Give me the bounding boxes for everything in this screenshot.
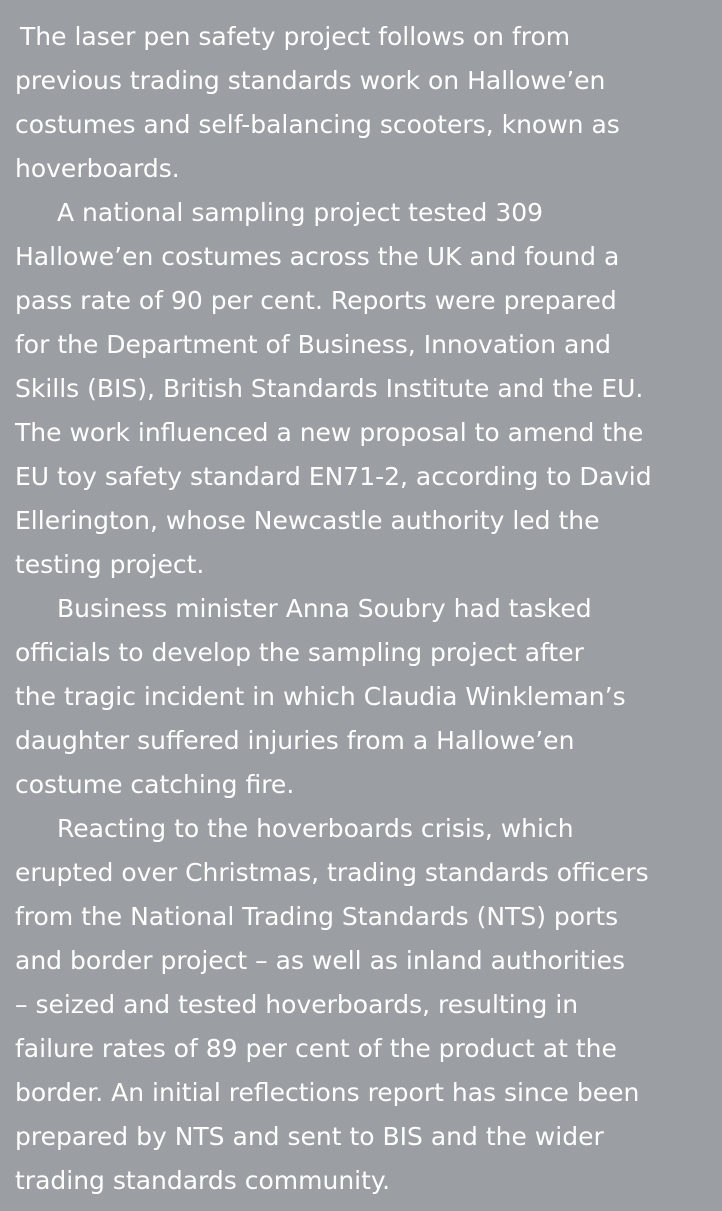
text-line: previous trading standards work on Hallowe’en [15,66,606,95]
text-line: The laser pen safety project follows on from [20,22,571,51]
text-line: Hallowe’en costumes across the UK and found a [15,242,620,271]
text-line: border. An initial reflections report has since been [15,1078,640,1107]
text-line: failure rates of 89 per cent of the product at the [15,1034,617,1063]
text-line: The work influenced a new proposal to amend the [15,418,644,447]
text-line: Skills (BIS), British Standards Institute and the EU. [15,374,644,403]
text-line: prepared by NTS and sent to BIS and the wider [15,1122,604,1151]
text-line: for the Department of Business, Innovation and [15,330,612,359]
paragraph-start-line: Business minister Anna Soubry had tasked [57,594,592,623]
text-line: costumes and self-balancing scooters, known as [15,110,620,139]
text-line: EU toy safety standard EN71-2, according to David [15,462,652,491]
text-line: testing project. [15,550,205,579]
text-line: daughter suffered injuries from a Hallowe’en [15,726,575,755]
text-line: costume catching fire. [15,770,295,799]
text-line: the tragic incident in which Claudia Winkleman’s [15,682,626,711]
text-line: hoverboards. [15,154,180,183]
text-line: – seized and tested hoverboards, resulting in [15,990,579,1019]
text-line: pass rate of 90 per cent. Reports were prepared [15,286,617,315]
text-line: and border project – as well as inland authorities [15,946,626,975]
text-line: Ellerington, whose Newcastle authority led the [15,506,600,535]
text-line: trading standards community. [15,1166,391,1195]
text-line: officials to develop the sampling project after [15,638,584,667]
paragraph-start-line: A national sampling project tested 309 [57,198,544,227]
paragraph-start-line: Reacting to the hoverboards crisis, which [57,814,574,843]
text-line: from the National Trading Standards (NTS) ports [15,902,619,931]
text-line: erupted over Christmas, trading standards officers [15,858,649,887]
